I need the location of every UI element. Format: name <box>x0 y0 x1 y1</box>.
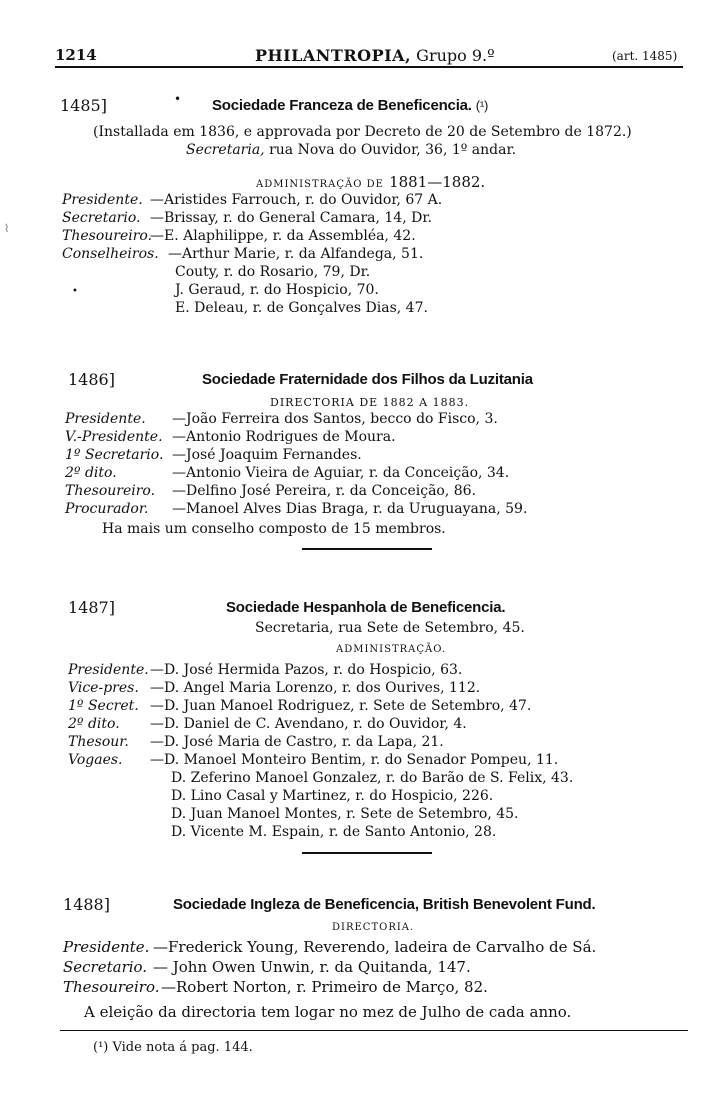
member-row: D. Juan Manoel Montes, r. Sete de Setembro, 45. <box>171 806 519 822</box>
member-details: —Robert Norton, r. Primeiro de Março, 82. <box>161 978 488 996</box>
member-row: D. Zeferino Manoel Gonzalez, r. do Barão de S. Felix, 43. <box>171 770 574 786</box>
section-separator <box>302 548 432 550</box>
admin-heading: DIRECTORIA. <box>332 922 415 933</box>
entry-number: 1486] <box>68 370 115 389</box>
member-row <box>63 938 596 956</box>
member-row: Couty, r. do Rosario, 79, Dr. <box>175 264 371 280</box>
member-row: D. Vicente M. Espain, r. de Santo Antonio, 28. <box>171 824 497 840</box>
entry-number: 1487] <box>68 598 115 617</box>
header-rule <box>55 66 683 68</box>
member-row <box>65 465 509 481</box>
member-role: Vice-pres. <box>68 680 139 696</box>
admin-heading <box>256 172 485 191</box>
member-role: Secretario. <box>63 958 148 976</box>
member-row: J. Geraud, r. do Hospicio, 70. <box>175 282 379 298</box>
member-details: —D. Daniel de C. Avendano, r. do Ouvidor, 4. <box>150 716 467 732</box>
member-role: Vogaes. <box>68 752 123 768</box>
member-role: 1º Secretario. <box>65 447 164 463</box>
article-reference: (art. 1485) <box>612 49 678 63</box>
running-title-group: Grupo 9.º <box>416 46 495 65</box>
member-row <box>62 228 416 244</box>
admin-heading: ADMINISTRAÇÃO. <box>336 644 447 655</box>
member-row <box>65 411 498 427</box>
entry-subtitle: (Installada em 1836, e approvada por Decreto de 20 de Setembro de 1872.) <box>93 124 632 140</box>
margin-mark: ⌇ <box>4 222 10 235</box>
entry-title <box>212 97 488 114</box>
admin-years: 1881—1882. <box>389 173 486 191</box>
member-row <box>68 662 462 678</box>
member-details: —João Ferreira dos Santos, becco do Fisco, 3. <box>172 411 498 427</box>
member-row <box>65 501 527 517</box>
entry-title: Sociedade Hespanhola de Beneficencia. <box>226 599 506 616</box>
member-row <box>68 752 558 768</box>
member-role: Presidente. <box>65 411 146 427</box>
member-row <box>63 958 471 976</box>
member-role: Thesour. <box>68 734 129 750</box>
footnote: (¹) Vide nota á pag. 144. <box>93 1040 253 1055</box>
member-details: — John Owen Unwin, r. da Quitanda, 147. <box>153 958 471 976</box>
secretaria-line <box>186 142 516 158</box>
member-row <box>62 192 442 208</box>
member-details: —Frederick Young, Reverendo, ladeira de Carvalho de Sá. <box>153 938 597 956</box>
admin-label: ADMINISTRAÇÃO DE <box>256 179 384 190</box>
member-details: —Arthur Marie, r. da Alfandega, 51. <box>168 246 424 262</box>
member-details: —Antonio Vieira de Aguiar, r. da Conceição, 34. <box>172 465 510 481</box>
member-row <box>68 680 480 696</box>
entry-title-text: Sociedade Franceza de Beneficencia. <box>212 97 472 114</box>
running-title <box>255 46 495 65</box>
entry-note: A eleição da directoria tem logar no mez de Julho de cada anno. <box>84 1003 572 1021</box>
member-details: —D. Angel Maria Lorenzo, r. dos Ourives, 112. <box>150 680 481 696</box>
entry-subtitle: Secretaria, rua Sete de Setembro, 45. <box>255 620 525 636</box>
footnote-marker: (¹) <box>475 98 489 113</box>
dot-mark: • <box>72 286 78 297</box>
member-role: Conselheiros. <box>62 246 159 262</box>
entry-title: Sociedade Fraternidade dos Filhos da Luzitania <box>202 371 533 388</box>
member-row <box>62 210 432 226</box>
member-role: Presidente. <box>63 938 150 956</box>
member-row <box>65 447 362 463</box>
entry-title: Sociedade Ingleza de Beneficencia, British Benevolent Fund. <box>173 896 596 913</box>
secretaria-address: rua Nova do Ouvidor, 36, 1º andar. <box>269 142 517 158</box>
member-role: Thesoureiro. <box>65 483 156 499</box>
member-details: —D. Juan Manoel Rodriguez, r. Sete de Setembro, 47. <box>150 698 532 714</box>
member-role: 2º dito. <box>65 465 117 481</box>
member-details: —Delfino José Pereira, r. da Conceição, 86. <box>172 483 477 499</box>
member-details: —José Joaquim Fernandes. <box>172 447 362 463</box>
running-title-main: PHILANTROPIA, <box>255 46 412 65</box>
member-role: Thesoureiro. <box>63 978 160 996</box>
page-number: 1214 <box>55 46 97 64</box>
member-details: —D. Manoel Monteiro Bentim, r. do Senador Pompeu, 11. <box>150 752 559 768</box>
bullet-mark: • <box>174 92 182 106</box>
member-row <box>68 734 444 750</box>
secretaria-label: Secretaria, <box>186 142 265 158</box>
member-row <box>62 246 423 262</box>
member-details: —Aristides Farrouch, r. do Ouvidor, 67 A. <box>150 192 443 208</box>
member-role: Thesoureiro. <box>62 228 153 244</box>
member-role: Presidente. <box>62 192 143 208</box>
member-details: —Antonio Rodrigues de Moura. <box>172 429 396 445</box>
footnote-rule <box>60 1030 688 1031</box>
member-row <box>65 429 396 445</box>
entry-number: 1485] <box>60 96 107 115</box>
section-separator <box>302 852 432 854</box>
member-row: E. Deleau, r. de Gonçalves Dias, 47. <box>175 300 428 316</box>
member-role: Presidente. <box>68 662 149 678</box>
member-role: 2º dito. <box>68 716 120 732</box>
member-details: —D. José Maria de Castro, r. da Lapa, 21. <box>150 734 444 750</box>
member-role: V.-Presidente. <box>65 429 163 445</box>
entry-note: Ha mais um conselho composto de 15 membros. <box>102 521 446 537</box>
admin-heading: DIRECTORIA DE 1882 A 1883. <box>270 396 470 409</box>
member-role: Secretario. <box>62 210 141 226</box>
entry-number: 1488] <box>63 895 110 914</box>
member-row <box>68 698 531 714</box>
member-role: 1º Secret. <box>68 698 139 714</box>
member-row <box>63 978 488 996</box>
member-row <box>65 483 476 499</box>
member-role: Procurador. <box>65 501 149 517</box>
member-details: —Brissay, r. do General Camara, 14, Dr. <box>150 210 432 226</box>
member-details: —D. José Hermida Pazos, r. do Hospicio, 63. <box>150 662 463 678</box>
member-details: —Manoel Alves Dias Braga, r. da Uruguayana, 59. <box>172 501 528 517</box>
member-details: —E. Alaphilippe, r. da Assembléa, 42. <box>150 228 416 244</box>
member-row <box>68 716 467 732</box>
member-row: D. Lino Casal y Martinez, r. do Hospicio, 226. <box>171 788 494 804</box>
